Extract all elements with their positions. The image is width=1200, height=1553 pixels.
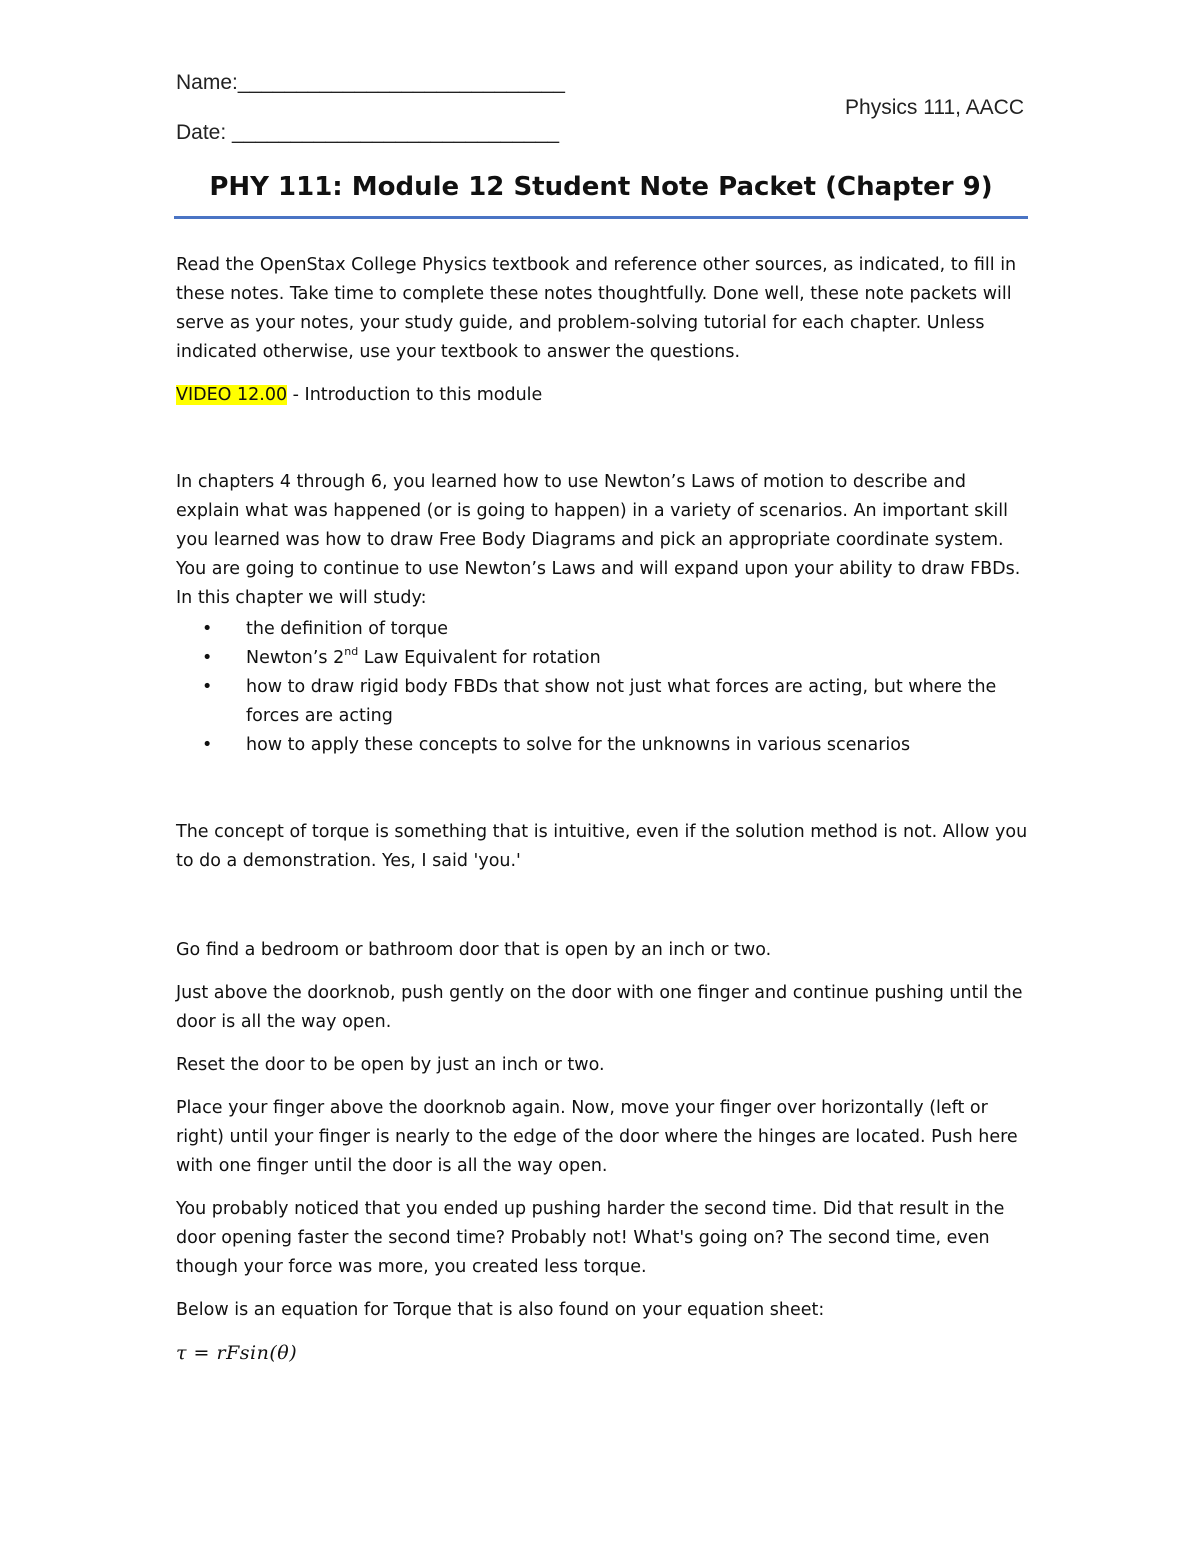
bullet-icon: • [202, 735, 213, 755]
video-label-highlight: VIDEO 12.00 [176, 385, 288, 405]
document-title: PHY 111: Module 12 Student Note Packet (Chapter 9) [209, 172, 993, 202]
torque-paragraph: The concept of torque is something that is intuitive, even if the solution method is not. Allow you to do a demonstration. Yes, I said 'you.' [176, 822, 1028, 871]
step-paragraph: Go find a bedroom or bathroom door that is open by an inch or two. [176, 940, 772, 960]
ordinal-suffix: nd [344, 645, 359, 659]
course-label: Physics 111, AACC [845, 96, 1024, 119]
video-line [176, 381, 1032, 410]
date-field-line: Date: ____________________________ [176, 121, 560, 144]
step-paragraph: Reset the door to be open by just an inch or two. [176, 1055, 605, 1075]
study-topics-list [176, 615, 1032, 760]
step-paragraph: Just above the doorknob, push gently on the door with one finger and continue pushing until the door is all the way open. [176, 983, 1023, 1032]
topic-text-pre: Newton’s 2 [246, 648, 345, 668]
student-info-block [176, 70, 565, 146]
list-item [176, 731, 1032, 760]
bullet-icon: • [202, 677, 213, 697]
title-divider [174, 216, 1028, 219]
step-paragraph: Below is an equation for Torque that is also found on your equation sheet: [176, 1300, 825, 1320]
list-item [176, 615, 1032, 644]
name-field-line: Name:____________________________ [176, 71, 565, 94]
list-item [176, 644, 1032, 673]
bullet-icon: • [202, 648, 213, 668]
intro-paragraph: Read the OpenStax College Physics textbook and reference other sources, as indicated, to fill in these notes. Take time to complete these notes thoughtfully. Done well, these note packets will serve as your notes, your study guide, and problem-solving tutorial for each chapter. Unless indicated otherwise, use your textbook to answer the questions. [176, 255, 1017, 362]
chapters-paragraph: In chapters 4 through 6, you learned how to use Newton’s Laws of motion to describe and explain what was happened (or is going to happen) in a variety of scenarios. An important skill you learned was how to draw Free Body Diagrams and pick an appropriate coordinate system. You are going to continue to use Newton’s Laws and will expand upon your ability to draw FBDs. In this chapter we will study: [176, 472, 1021, 608]
torque-equation: τ = rFsin(θ) [176, 1342, 298, 1364]
step-paragraph: Place your finger above the doorknob again. Now, move your finger over horizontally (left or right) until your finger is nearly to the edge of the door where the hinges are located. Push here with one finger until the door is all the way open. [176, 1098, 1018, 1176]
topic-text-post: Law Equivalent for rotation [358, 648, 601, 668]
topic-text: how to apply these concepts to solve for the unknowns in various scenarios [246, 735, 911, 755]
topic-text: the definition of torque [246, 619, 449, 639]
bullet-icon: • [202, 619, 213, 639]
video-description: - Introduction to this module [287, 385, 543, 405]
document-body [176, 251, 1032, 1368]
topic-text: how to draw rigid body FBDs that show not just what forces are acting, but where the forces are acting [246, 677, 997, 726]
step-paragraph: You probably noticed that you ended up pushing harder the second time. Did that result in the door opening faster the second time? Probably not! What's going on? The second time, even though your force was more, you created less torque. [176, 1199, 1005, 1277]
list-item [176, 673, 1032, 731]
